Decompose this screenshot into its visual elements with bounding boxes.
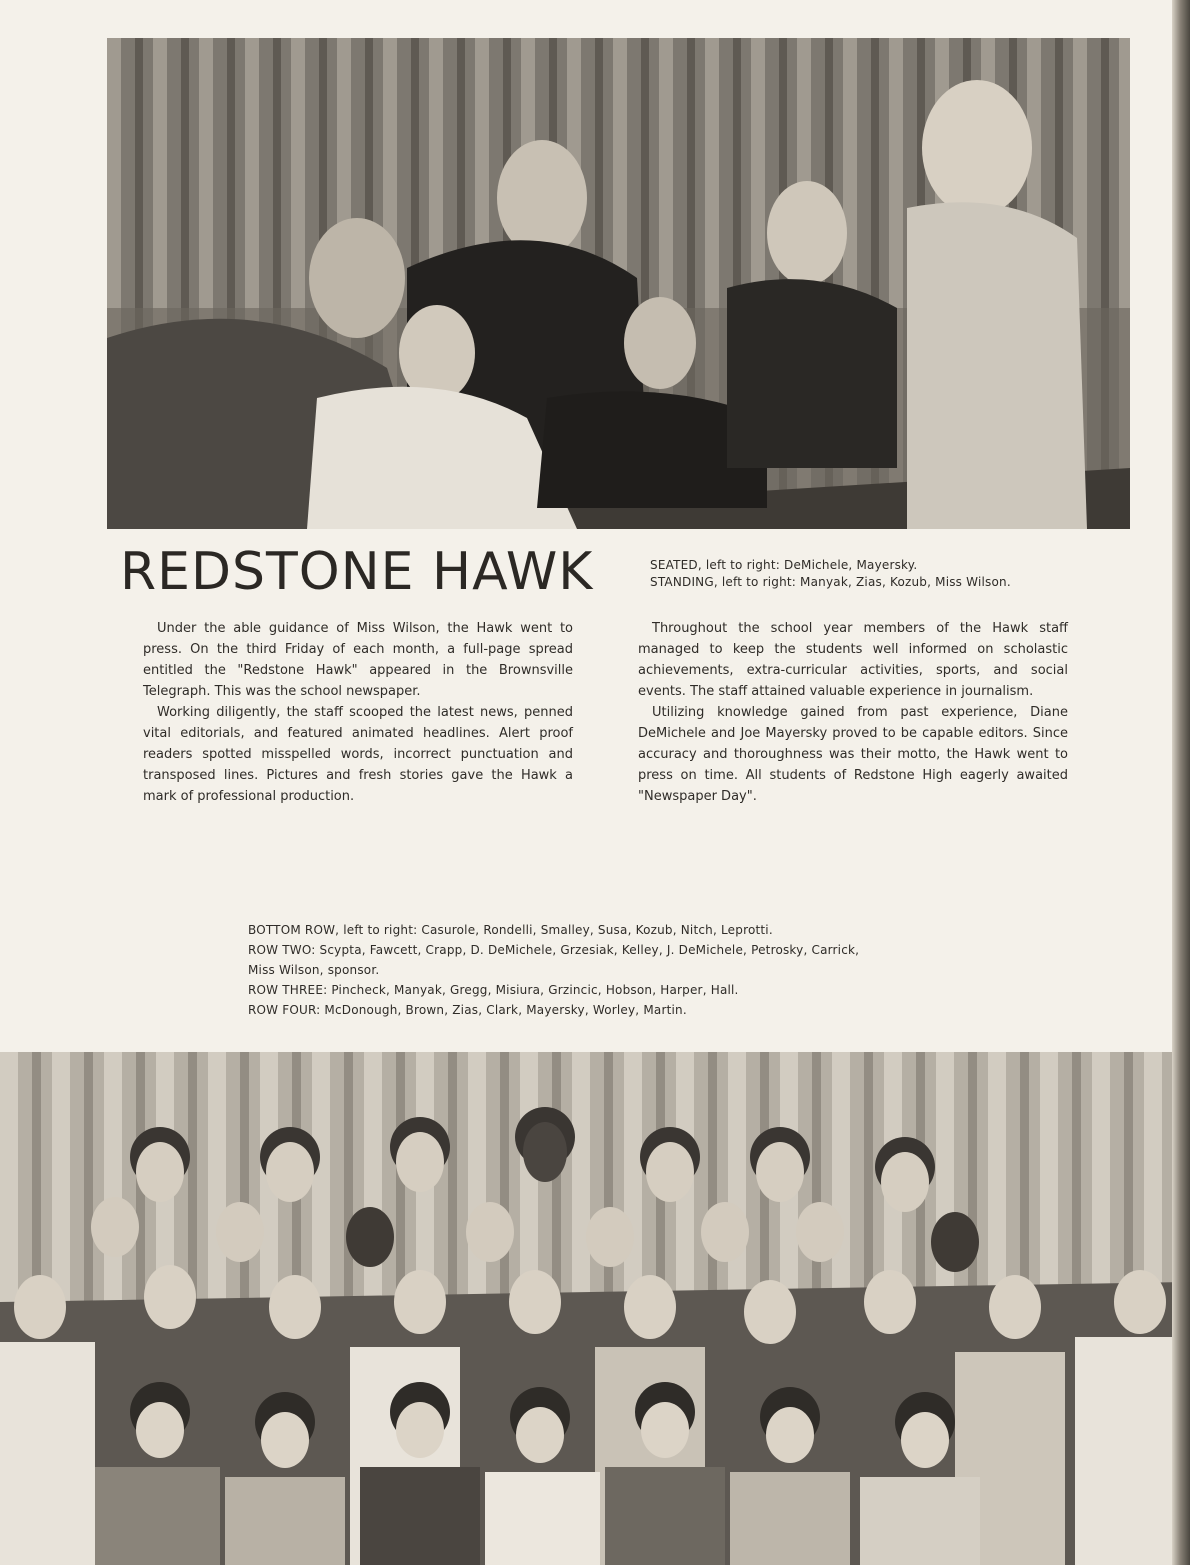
staff-photo-caption <box>650 557 1011 591</box>
group-photo-image <box>0 1052 1186 1565</box>
staff-photo-image <box>107 38 1130 529</box>
caption-bottom-row: BOTTOM ROW, left to right: Casurole, Rondelli, Smalley, Susa, Kozub, Nitch, Leprotti. <box>248 923 773 937</box>
page-title: REDSTONE HAWK <box>120 542 594 602</box>
body-column-left <box>143 618 573 807</box>
body-paragraph: Under the able guidance of Miss Wilson, the Hawk went to press. On the third Friday of each month, a full-page spread entitled the "Redstone Hawk" appeared in the Brownsville Telegraph. This was the school newspaper. <box>143 621 573 699</box>
body-paragraph: Throughout the school year members of the Hawk staff managed to keep the students well informed on scholastic achievements, extra-curricular activities, sports, and social events. The staff attained valuable experience in journalism. <box>638 621 1068 699</box>
page-gutter <box>1172 0 1190 1565</box>
caption-row-two-cont: Miss Wilson, sponsor. <box>248 963 380 977</box>
staff-photo <box>107 38 1130 529</box>
body-column-right <box>638 618 1068 807</box>
group-photo <box>0 1052 1186 1565</box>
caption-seated: SEATED, left to right: DeMichele, Mayersky. <box>650 558 918 572</box>
caption-row-three: ROW THREE: Pincheck, Manyak, Gregg, Misiura, Grzincic, Hobson, Harper, Hall. <box>248 983 739 997</box>
group-photo-caption <box>248 920 859 1020</box>
caption-row-two: ROW TWO: Scypta, Fawcett, Crapp, D. DeMichele, Grzesiak, Kelley, J. DeMichele, Petrosky, Carrick, <box>248 943 860 957</box>
body-paragraph: Working diligently, the staff scooped the latest news, penned vital editorials, and featured animated headlines. Alert proof readers spotted misspelled words, incorrect punctuation and transposed lines. Pictures and fresh stories gave the Hawk a mark of professional production. <box>143 705 573 804</box>
body-paragraph: Utilizing knowledge gained from past experience, Diane DeMichele and Joe Mayersky proved to be capable editors. Since accuracy and thoroughness was their motto, the Hawk went to press on time. All students of Redstone High eagerly awaited "Newspaper Day". <box>638 705 1068 804</box>
caption-row-four: ROW FOUR: McDonough, Brown, Zias, Clark, Mayersky, Worley, Martin. <box>248 1003 687 1017</box>
caption-standing: STANDING, left to right: Manyak, Zias, Kozub, Miss Wilson. <box>650 575 1011 589</box>
